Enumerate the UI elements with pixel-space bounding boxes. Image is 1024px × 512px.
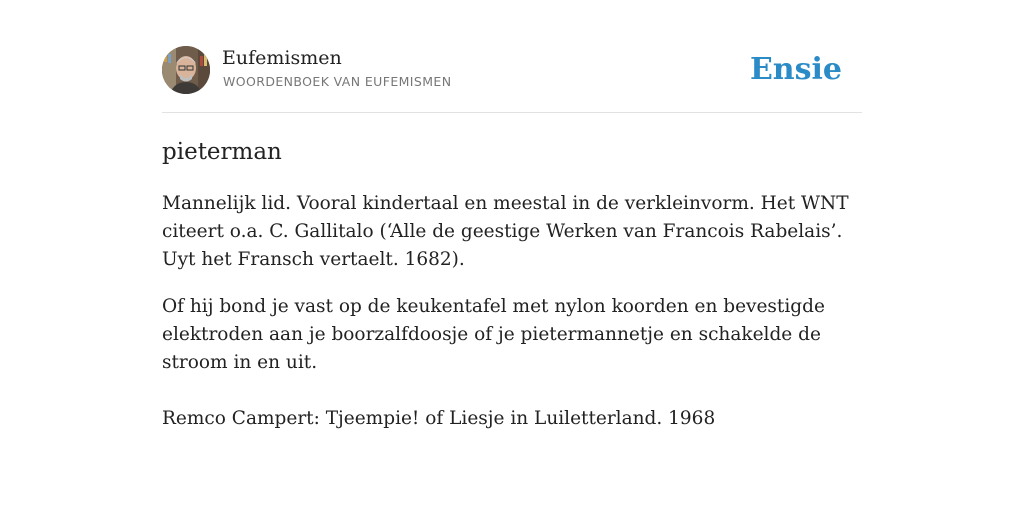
header-divider <box>162 112 862 113</box>
author-subtitle[interactable]: WOORDENBOEK VAN EUFEMISMEN <box>223 74 452 89</box>
entry-header <box>162 46 862 96</box>
entry-source: Remco Campert: Tjeempie! of Liesje in Luiletterland. 1968 <box>162 408 716 429</box>
avatar[interactable] <box>162 46 210 94</box>
entry-body <box>162 190 862 452</box>
author-portrait-icon <box>162 46 210 94</box>
author-name[interactable]: Eufemismen <box>222 47 342 69</box>
entry-definition: Mannelijk lid. Vooral kindertaal en meestal in de verkleinvorm. Het WNT citeert o.a. C. Gallitalo (‘Alle de geestige Werken van Francois Rabelais’. Uyt het Fransch vertaelt. 1682). <box>162 193 849 270</box>
ensie-logo[interactable]: Ensie <box>749 52 842 87</box>
entry-card <box>162 46 862 429</box>
entry-term: pieterman <box>162 139 282 165</box>
entry-quote: Of hij bond je vast op de keukentafel met nylon koorden en bevestigde elektroden aan je boorzalfdoosje of je pietermannetje en schakelde de stroom in en uit. <box>162 296 825 373</box>
